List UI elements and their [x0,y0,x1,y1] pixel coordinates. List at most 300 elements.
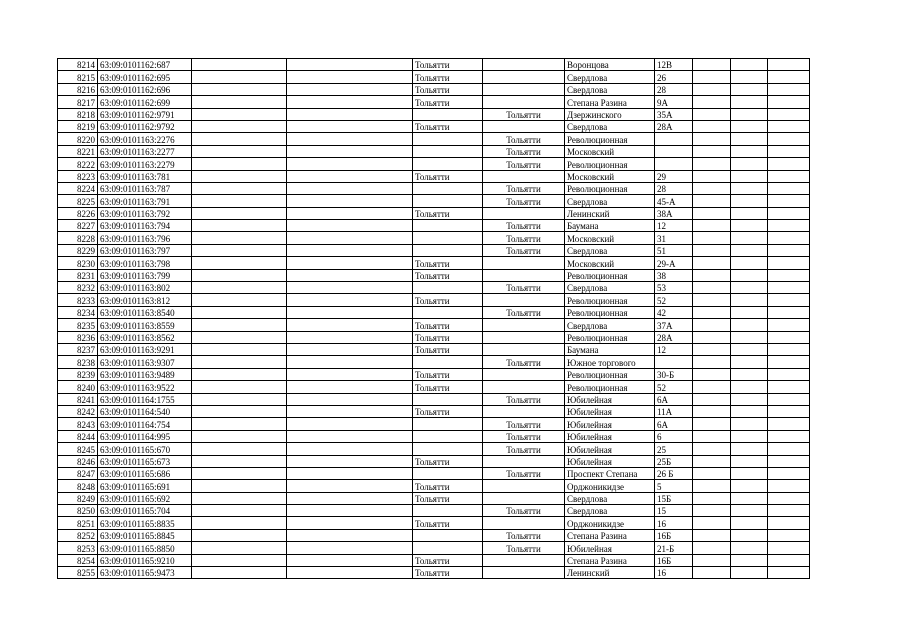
street-cell: Орджоникидзе [565,480,655,492]
city-alt-cell [483,343,565,355]
city-alt-cell [483,319,565,331]
street-cell: Ленинский [565,567,655,579]
empty-cell [287,195,413,207]
street-cell: Революционная [565,158,655,170]
empty-cell [731,158,768,170]
city-alt-cell: Тольятти [483,108,565,120]
cadastral-number-cell: 63:09:0101163:787 [98,182,192,194]
city-cell [413,108,483,120]
empty-cell [192,306,287,318]
city-alt-cell: Тольятти [483,282,565,294]
empty-cell [287,120,413,132]
street-cell: Юбилейная [565,542,655,554]
house-number-cell [655,356,693,368]
empty-cell [192,542,287,554]
empty-cell [731,108,768,120]
house-number-cell: 51 [655,244,693,256]
city-cell [413,182,483,194]
empty-cell [693,554,731,566]
street-cell: Южное торгового [565,356,655,368]
empty-cell [192,96,287,108]
empty-cell [768,244,810,256]
empty-cell [192,294,287,306]
empty-cell [693,133,731,145]
empty-cell [192,83,287,95]
house-number-cell: 53 [655,282,693,294]
cadastral-number-cell: 63:09:0101165:9210 [98,554,192,566]
city-cell: Тольятти [413,455,483,467]
empty-cell [768,492,810,504]
empty-cell [287,257,413,269]
street-cell: Революционная [565,306,655,318]
row-number-cell: 8239 [58,368,98,380]
empty-cell [192,133,287,145]
house-number-cell: 15 [655,505,693,517]
empty-cell [731,170,768,182]
table-row [58,505,810,517]
empty-cell [693,492,731,504]
city-alt-cell: Тольятти [483,244,565,256]
empty-cell [192,567,287,579]
empty-cell [192,505,287,517]
house-number-cell: 6 [655,430,693,442]
table-row [58,529,810,541]
house-number-cell: 28 [655,182,693,194]
empty-cell [287,343,413,355]
house-number-cell: 45-А [655,195,693,207]
house-number-cell: 6А [655,418,693,430]
cadastral-number-cell: 63:09:0101163:9489 [98,368,192,380]
empty-cell [287,108,413,120]
empty-cell [287,294,413,306]
empty-cell [693,182,731,194]
row-number-cell: 8253 [58,542,98,554]
row-number-cell: 8248 [58,480,98,492]
street-cell: Свердлова [565,282,655,294]
empty-cell [731,220,768,232]
city-cell [413,467,483,479]
house-number-cell: 52 [655,294,693,306]
row-number-cell: 8214 [58,59,98,71]
city-alt-cell: Тольятти [483,418,565,430]
empty-cell [731,393,768,405]
table-row [58,294,810,306]
empty-cell [192,269,287,281]
table-row [58,182,810,194]
city-cell: Тольятти [413,381,483,393]
empty-cell [731,567,768,579]
row-number-cell: 8246 [58,455,98,467]
empty-cell [192,356,287,368]
empty-cell [768,120,810,132]
table-row [58,430,810,442]
empty-cell [768,567,810,579]
city-cell: Тольятти [413,480,483,492]
house-number-cell: 28 [655,83,693,95]
city-alt-cell: Тольятти [483,306,565,318]
empty-cell [693,529,731,541]
house-number-cell: 5 [655,480,693,492]
empty-cell [693,269,731,281]
empty-cell [768,182,810,194]
cadastral-number-cell: 63:09:0101165:8845 [98,529,192,541]
empty-cell [287,145,413,157]
empty-cell [192,71,287,83]
row-number-cell: 8232 [58,282,98,294]
empty-cell [192,182,287,194]
row-number-cell: 8226 [58,207,98,219]
row-number-cell: 8249 [58,492,98,504]
house-number-cell: 25Б [655,455,693,467]
table-row [58,343,810,355]
empty-cell [731,529,768,541]
cadastral-number-cell: 63:09:0101163:794 [98,220,192,232]
street-cell: Революционная [565,269,655,281]
empty-cell [192,467,287,479]
empty-cell [287,83,413,95]
cadastral-number-cell: 63:09:0101162:9791 [98,108,192,120]
empty-cell [287,455,413,467]
cadastral-number-cell: 63:09:0101162:696 [98,83,192,95]
city-alt-cell: Тольятти [483,393,565,405]
empty-cell [693,517,731,529]
empty-cell [693,120,731,132]
empty-cell [192,158,287,170]
row-number-cell: 8242 [58,405,98,417]
cadastral-number-cell: 63:09:0101163:798 [98,257,192,269]
empty-cell [731,517,768,529]
empty-cell [693,158,731,170]
empty-cell [768,145,810,157]
city-cell [413,529,483,541]
city-cell: Тольятти [413,368,483,380]
city-alt-cell [483,567,565,579]
city-cell: Тольятти [413,71,483,83]
empty-cell [192,257,287,269]
empty-cell [693,145,731,157]
row-number-cell: 8222 [58,158,98,170]
empty-cell [693,430,731,442]
empty-cell [731,554,768,566]
cadastral-number-cell: 63:09:0101163:8540 [98,306,192,318]
empty-cell [731,443,768,455]
street-cell: Ленинский [565,207,655,219]
empty-cell [768,529,810,541]
table-row [58,455,810,467]
empty-cell [287,381,413,393]
row-number-cell: 8254 [58,554,98,566]
empty-cell [768,517,810,529]
city-cell [413,306,483,318]
street-cell: Московский [565,145,655,157]
street-cell: Степана Разина [565,96,655,108]
house-number-cell: 30-Б [655,368,693,380]
empty-cell [192,368,287,380]
city-cell [413,232,483,244]
empty-cell [731,182,768,194]
street-cell: Юбилейная [565,455,655,467]
city-alt-cell: Тольятти [483,158,565,170]
house-number-cell: 52 [655,381,693,393]
city-cell [413,505,483,517]
table-row [58,133,810,145]
city-cell [413,220,483,232]
city-alt-cell: Тольятти [483,220,565,232]
empty-cell [731,306,768,318]
empty-cell [731,282,768,294]
table-row [58,393,810,405]
table-row [58,59,810,71]
empty-cell [768,170,810,182]
city-alt-cell: Тольятти [483,182,565,194]
empty-cell [693,294,731,306]
empty-cell [693,443,731,455]
city-alt-cell [483,405,565,417]
row-number-cell: 8225 [58,195,98,207]
cadastral-number-cell: 63:09:0101165:692 [98,492,192,504]
row-number-cell: 8217 [58,96,98,108]
empty-cell [768,282,810,294]
city-cell: Тольятти [413,96,483,108]
house-number-cell: 42 [655,306,693,318]
empty-cell [768,306,810,318]
table-row [58,207,810,219]
row-number-cell: 8215 [58,71,98,83]
city-cell: Тольятти [413,517,483,529]
empty-cell [192,517,287,529]
city-cell: Тольятти [413,331,483,343]
empty-cell [693,542,731,554]
cadastral-number-cell: 63:09:0101165:8835 [98,517,192,529]
table-row [58,554,810,566]
empty-cell [693,455,731,467]
empty-cell [693,331,731,343]
empty-cell [192,393,287,405]
row-number-cell: 8255 [58,567,98,579]
street-cell: Воронцова [565,59,655,71]
cadastral-number-cell: 63:09:0101163:781 [98,170,192,182]
empty-cell [192,282,287,294]
city-cell: Тольятти [413,405,483,417]
street-cell: Свердлова [565,83,655,95]
empty-cell [693,319,731,331]
row-number-cell: 8252 [58,529,98,541]
city-alt-cell [483,455,565,467]
street-cell: Революционная [565,133,655,145]
empty-cell [287,554,413,566]
city-cell [413,418,483,430]
empty-cell [768,467,810,479]
table-row [58,232,810,244]
street-cell: Юбилейная [565,393,655,405]
cadastral-number-cell: 63:09:0101165:670 [98,443,192,455]
row-number-cell: 8244 [58,430,98,442]
house-number-cell: 26 Б [655,467,693,479]
city-cell: Тольятти [413,343,483,355]
empty-cell [693,405,731,417]
empty-cell [287,282,413,294]
empty-cell [693,96,731,108]
empty-cell [192,554,287,566]
city-alt-cell [483,492,565,504]
city-cell [413,145,483,157]
spreadsheet-body [58,59,810,579]
table-row [58,83,810,95]
house-number-cell: 38 [655,269,693,281]
street-cell: Баумана [565,343,655,355]
city-cell [413,443,483,455]
empty-cell [768,368,810,380]
city-alt-cell: Тольятти [483,529,565,541]
table-row [58,319,810,331]
table-row [58,467,810,479]
empty-cell [731,343,768,355]
empty-cell [731,59,768,71]
city-cell [413,430,483,442]
table-row [58,306,810,318]
house-number-cell: 6А [655,393,693,405]
cadastral-number-cell: 63:09:0101164:754 [98,418,192,430]
empty-cell [731,232,768,244]
empty-cell [731,195,768,207]
city-alt-cell [483,59,565,71]
row-number-cell: 8223 [58,170,98,182]
row-number-cell: 8243 [58,418,98,430]
row-number-cell: 8229 [58,244,98,256]
empty-cell [731,492,768,504]
cadastral-number-cell: 63:09:0101163:797 [98,244,192,256]
cadastral-number-cell: 63:09:0101164:540 [98,405,192,417]
empty-cell [287,405,413,417]
street-cell: Революционная [565,331,655,343]
empty-cell [192,108,287,120]
empty-cell [287,269,413,281]
cadastral-number-cell: 63:09:0101163:792 [98,207,192,219]
empty-cell [768,59,810,71]
empty-cell [768,542,810,554]
city-cell [413,158,483,170]
house-number-cell: 16Б [655,554,693,566]
house-number-cell: 15Б [655,492,693,504]
table-row [58,257,810,269]
table-row [58,418,810,430]
cadastral-number-cell: 63:09:0101164:1755 [98,393,192,405]
empty-cell [693,381,731,393]
empty-cell [693,195,731,207]
empty-cell [768,108,810,120]
empty-cell [731,356,768,368]
empty-cell [768,430,810,442]
empty-cell [287,133,413,145]
house-number-cell: 12 [655,343,693,355]
empty-cell [287,567,413,579]
house-number-cell: 11А [655,405,693,417]
house-number-cell: 28А [655,331,693,343]
empty-cell [287,232,413,244]
empty-cell [731,120,768,132]
empty-cell [768,158,810,170]
empty-cell [693,170,731,182]
row-number-cell: 8238 [58,356,98,368]
row-number-cell: 8251 [58,517,98,529]
empty-cell [731,505,768,517]
city-cell [413,244,483,256]
house-number-cell: 12В [655,59,693,71]
row-number-cell: 8231 [58,269,98,281]
table-row [58,269,810,281]
empty-cell [192,207,287,219]
table-row [58,331,810,343]
empty-cell [768,257,810,269]
street-cell: Свердлова [565,120,655,132]
table-row [58,195,810,207]
empty-cell [768,319,810,331]
empty-cell [693,467,731,479]
empty-cell [731,96,768,108]
empty-cell [768,505,810,517]
house-number-cell: 16 [655,567,693,579]
city-cell: Тольятти [413,207,483,219]
row-number-cell: 8230 [58,257,98,269]
street-cell: Баумана [565,220,655,232]
cadastral-number-cell: 63:09:0101163:9307 [98,356,192,368]
row-number-cell: 8221 [58,145,98,157]
city-cell [413,133,483,145]
empty-cell [693,306,731,318]
table-row [58,381,810,393]
city-cell: Тольятти [413,83,483,95]
empty-cell [768,195,810,207]
city-alt-cell: Тольятти [483,430,565,442]
city-alt-cell [483,269,565,281]
empty-cell [287,443,413,455]
empty-cell [693,393,731,405]
row-number-cell: 8241 [58,393,98,405]
city-cell: Тольятти [413,59,483,71]
street-cell: Свердлова [565,71,655,83]
empty-cell [693,356,731,368]
table-row [58,443,810,455]
street-cell: Свердлова [565,244,655,256]
cadastral-number-cell: 63:09:0101165:686 [98,467,192,479]
empty-cell [287,542,413,554]
city-alt-cell [483,83,565,95]
table-row [58,158,810,170]
city-alt-cell [483,96,565,108]
empty-cell [693,220,731,232]
empty-cell [768,356,810,368]
cadastral-number-cell: 63:09:0101165:691 [98,480,192,492]
empty-cell [192,455,287,467]
cadastral-number-cell: 63:09:0101165:704 [98,505,192,517]
table-row [58,108,810,120]
house-number-cell: 29-А [655,257,693,269]
cadastral-number-cell: 63:09:0101165:8850 [98,542,192,554]
cadastral-number-cell: 63:09:0101162:9792 [98,120,192,132]
house-number-cell: 21-Б [655,542,693,554]
cadastral-number-cell: 63:09:0101163:2277 [98,145,192,157]
city-alt-cell: Тольятти [483,232,565,244]
empty-cell [287,244,413,256]
empty-cell [192,381,287,393]
city-cell: Тольятти [413,170,483,182]
table-row [58,368,810,380]
cadastral-number-cell: 63:09:0101162:699 [98,96,192,108]
city-alt-cell [483,368,565,380]
empty-cell [287,319,413,331]
city-alt-cell: Тольятти [483,443,565,455]
cadastral-number-cell: 63:09:0101165:9473 [98,567,192,579]
